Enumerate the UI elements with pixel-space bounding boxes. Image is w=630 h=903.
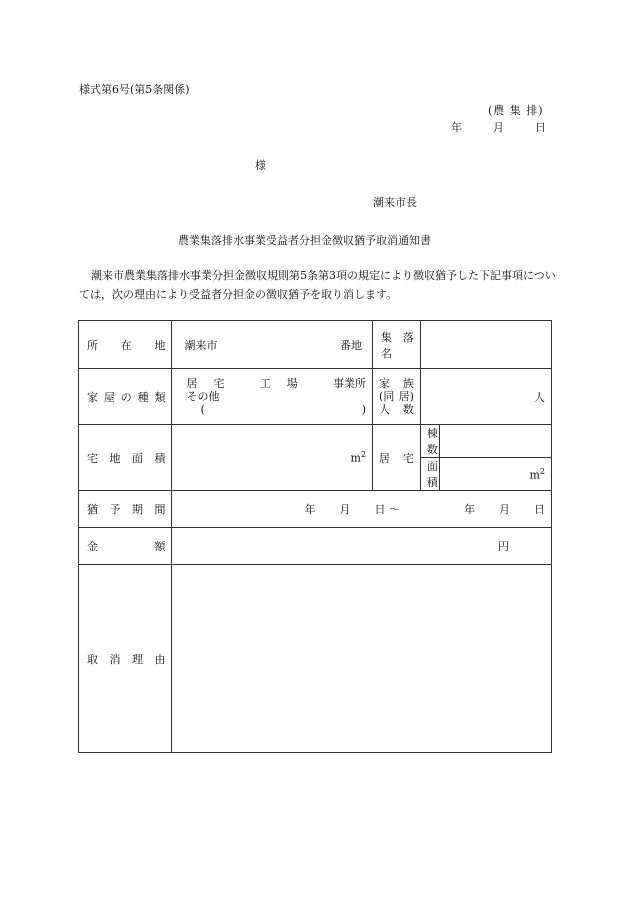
to-year: 年 [464,503,475,516]
sqm-unit: m [350,451,361,465]
residence-b: 宅 [402,451,414,465]
family-2b: 居) [398,390,414,403]
village-value[interactable] [420,321,551,369]
row-house-type [79,369,552,425]
area-sqm-unit: m [529,468,540,482]
sqm-sup: 2 [360,450,367,460]
land-area-label: 宅 地 面 積 [79,425,172,491]
opt-taku: 宅 [213,377,225,390]
location-label: 所 在 地 [79,321,172,369]
person-unit: 人 [534,390,545,404]
header-year: 年 [451,121,462,134]
location-banchi: 番地 [340,338,363,352]
row-location [79,321,552,369]
area-sqm-sup: 2 [539,466,545,476]
village-label: 集 落 名 [373,321,421,369]
from-day: 日 〜 [374,503,400,516]
form-number: 様式第6号(第5条関係) [79,83,190,96]
reason-value[interactable] [172,565,552,753]
opt-kyo: 居 [186,377,198,390]
issuer: 潮来市長 [373,196,417,209]
document-title: 農業集落排水事業受益者分担金徴収猶予取消通知書 [178,234,431,247]
person-count[interactable] [420,369,551,425]
paren-open: ( [200,403,205,416]
location-city: 潮来市 [184,338,218,352]
body-text: 潮来市農業集落排水事業分担金徴収規則第5条第3項の規定により徴収猶予した下記事項については，次の理由により受益者分担金の徴収猶予を取り消します。 [79,269,556,301]
building-count-value[interactable] [440,425,552,458]
family-label [373,369,421,425]
house-type-label: 家屋の種類 [79,369,172,425]
header-month: 月 [493,121,504,134]
to-day: 日 [534,503,545,516]
notice-table [78,320,552,753]
house-type-options [172,369,373,425]
opt-jo: 場 [286,377,298,390]
family-1b: 族 [402,377,414,390]
area-value[interactable] [440,458,552,491]
paren-close: ) [361,403,367,416]
header-day: 日 [535,121,546,134]
family-3a: 人 [379,403,391,416]
family-3b: 数 [402,403,414,416]
from-year: 年 [304,503,316,516]
yen-unit: 円 [498,540,509,553]
from-month: 月 [339,503,351,516]
deferral-period[interactable] [172,491,552,528]
family-2a: (同 [379,390,395,403]
amount-label: 金 額 [79,528,172,565]
opt-jigyosho: 事業所 [333,377,367,390]
amount-value[interactable] [172,528,552,565]
row-reason [79,565,552,753]
row-deferral [79,491,552,528]
family-1a: 家 [379,377,391,390]
deferral-label: 猶 予 期 間 [79,491,172,528]
land-area-value[interactable] [172,425,373,491]
opt-ko: 工 [259,377,271,390]
residence-label [373,425,421,491]
area-label: 面積 [420,458,439,491]
department-tag: (農 集 排) [488,104,544,117]
reason-label: 取 消 理 由 [79,565,172,753]
opt-other: その他 [186,390,220,403]
row-land-1 [79,425,552,458]
addressee-suffix: 様 [255,159,266,172]
location-cell [172,321,373,369]
residence-a: 居 [379,451,391,465]
building-count-label: 棟数 [420,425,439,458]
header-date [451,119,546,135]
row-amount [79,528,552,565]
to-month: 月 [499,503,510,516]
